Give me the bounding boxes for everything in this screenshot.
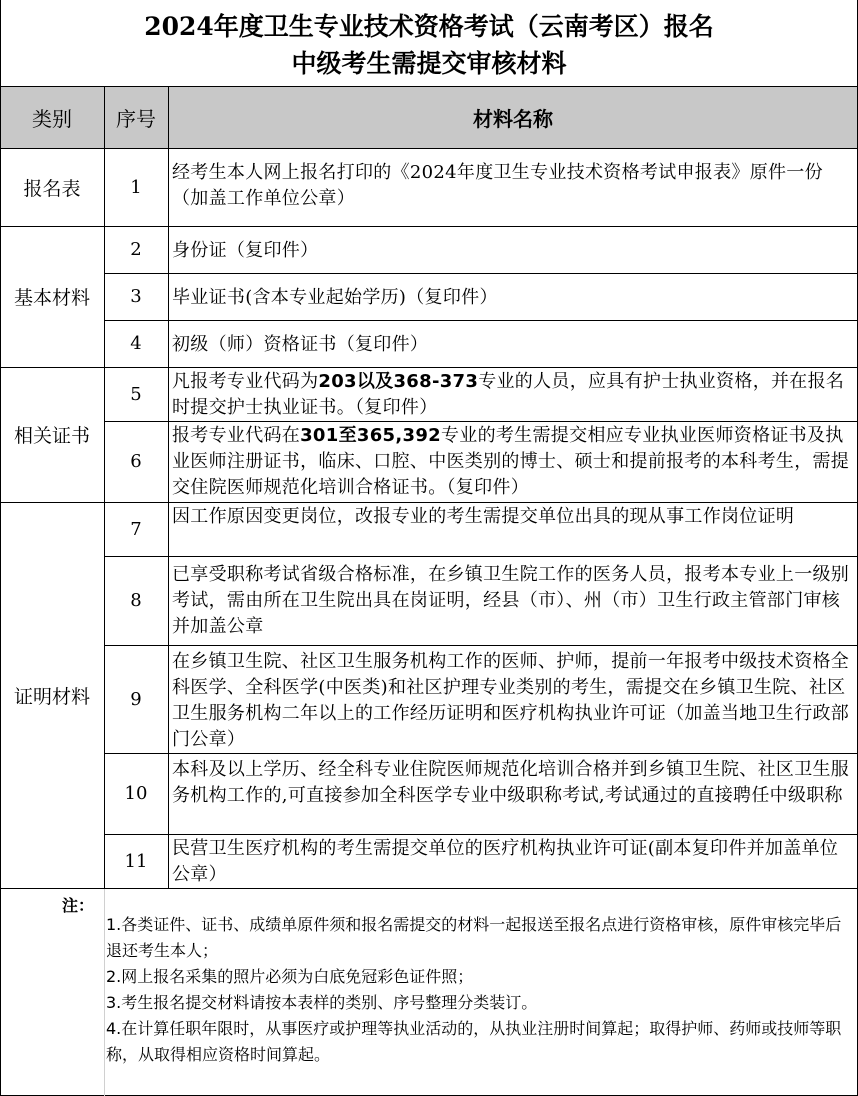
material-text: 已享受职称考试省级合格标准，在乡镇卫生院工作的医务人员，报考本专业上一级别考试，需由所在卫生院出具在岗证明，经县（市）、州（市）卫生行政主管部门审核并加盖公章 [172, 564, 850, 637]
row-number: 8 [130, 590, 142, 611]
note-item: 1.各类证件、证书、成绩单原件须和报名需提交的材料一起报送至报名点进行资格审核，原件审核完毕后退还考生本人； [106, 915, 842, 960]
material-label: 毕业证书(含本专业起始学历)（复印件） [172, 286, 498, 308]
category-proofs: 证明材料 [13, 685, 90, 708]
row-number: 5 [130, 383, 142, 405]
material-text [168, 273, 858, 320]
material-label: 专业的考生需提交相应专业执业医师资格证书及执业医师注册证书，临床、口腔、中医类别的博士、硕士和提前报考的本科考生，需提交住院医师规范化培训合格证书。（复印件） [172, 425, 850, 498]
material-label: 报考专业代码在 [172, 425, 301, 446]
note-item: 3.考生报名提交材料请按本表样的类别、序号整理分类装订。 [106, 993, 538, 1012]
row-number: 11 [124, 850, 148, 872]
material-text: 因工作原因变更岗位，改报专业的考生需提交单位出具的现从事工作岗位证明 [172, 506, 795, 527]
notes-list [106, 912, 846, 1068]
note-item: 4.在计算任职年限时，从事医疗或护理等执业活动的，从执业注册时间算起；取得护师、药师或技师等职称，从取得相应资格时间算起。 [106, 1019, 842, 1064]
material-text [168, 226, 858, 273]
material-text: 经考生本人网上报名打印的《2024年度卫生专业技术资格考试申报表》原件一份（加盖工作单位公章） [172, 162, 823, 209]
material-label: 专业的人员，应具有护士执业资格，并在报名时提交护士执业证书。（复印件） [172, 371, 845, 418]
material-text: 民营卫生医疗机构的考生需提交单位的医疗机构执业许可证(副本复印件并加盖单位公章） [172, 838, 839, 885]
row-number: 3 [130, 286, 142, 307]
category-basic: 基本材料 [13, 287, 90, 309]
material-text [168, 421, 858, 502]
row-number: 4 [130, 333, 142, 354]
material-text [168, 367, 858, 421]
header-material: 材料名称 [168, 86, 858, 148]
title-line-2: 中级考生需提交审核材料 [291, 49, 567, 78]
material-text [168, 320, 858, 367]
category-certificates: 相关证书 [13, 425, 90, 447]
row-number: 2 [130, 239, 142, 260]
notes-label: 注： [62, 896, 95, 915]
row-number: 7 [130, 518, 142, 540]
note-item: 2.网上报名采集的照片必须为白底免冠彩色证件照； [106, 967, 474, 986]
row-number: 6 [130, 451, 142, 472]
material-label: 凡报考专业代码为 [172, 371, 319, 392]
material-text: 在乡镇卫生院、社区卫生服务机构工作的医师、护师，提前一年报考中级技术资格全科医学、全科医学(中医类)和社区护理专业类别的考生，需提交在乡镇卫生院、社区卫生服务机构二年以上的工作经历证明和医疗机构执业许可证（加盖当地卫生行政部门公章） [172, 651, 850, 750]
title-line-1: 2024年度卫生专业技术资格考试（云南考区）报名 [144, 12, 714, 41]
category-registration: 报名表 [23, 177, 81, 200]
row-number: 9 [130, 688, 142, 710]
page-title [0, 0, 858, 86]
header-number: 序号 [104, 86, 168, 148]
row-number: 1 [130, 176, 142, 198]
material-label: 初级（师）资格证书（复印件） [172, 333, 429, 355]
material-label: 身份证（复印件） [172, 239, 319, 261]
material-code: 203以及368-373 [318, 371, 479, 392]
row-number: 10 [124, 783, 148, 804]
header-category: 类别 [0, 86, 104, 148]
material-text: 本科及以上学历、经全科专业住院医师规范化培训合格并到乡镇卫生院、社区卫生服务机构工作的,可直接参加全科医学专业中级职称考试,考试通过的直接聘任中级职称 [172, 759, 850, 806]
material-code: 301至365,392 [300, 425, 441, 446]
